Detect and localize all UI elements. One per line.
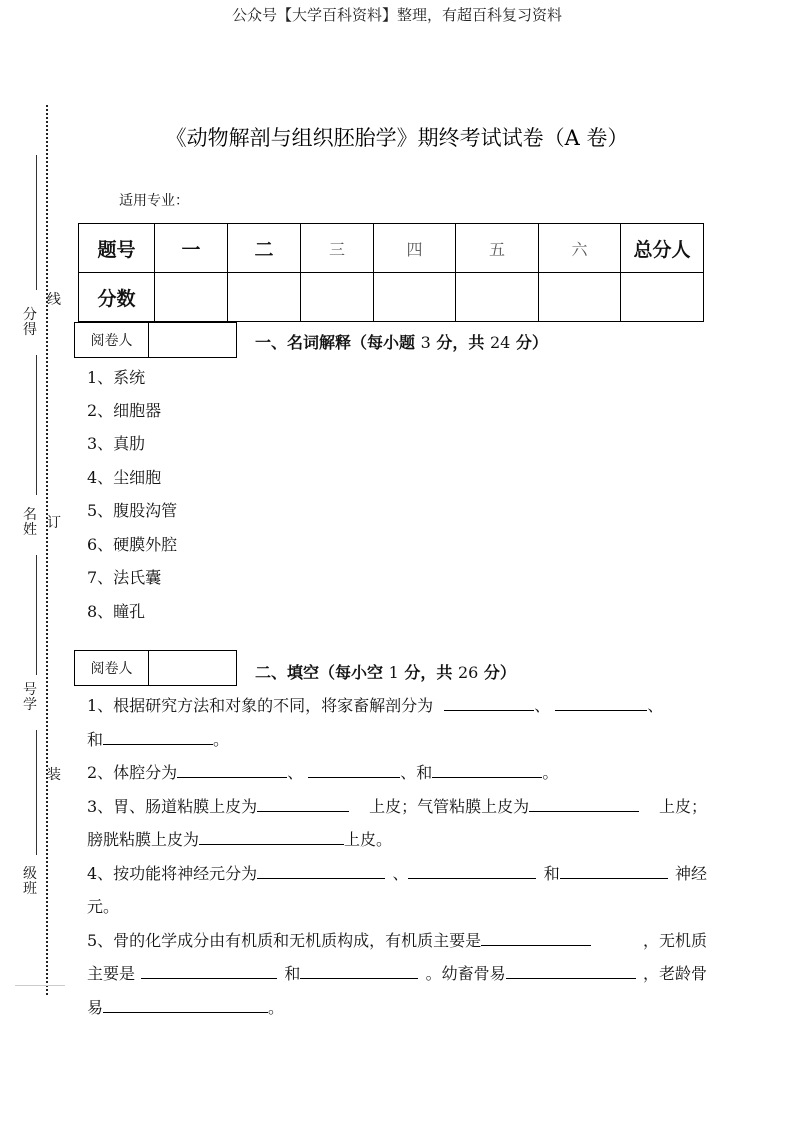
answer-blank[interactable] xyxy=(257,862,385,879)
term-item: 8、瞳孔 xyxy=(87,602,146,621)
margin-rule xyxy=(36,730,37,855)
binding-dotted-line xyxy=(46,105,48,995)
conjunction: 和 xyxy=(543,864,560,883)
answer-blank[interactable] xyxy=(308,761,400,778)
answer-blank[interactable] xyxy=(408,862,536,879)
question-5-text-f: 易 xyxy=(87,998,104,1017)
answer-blank[interactable] xyxy=(560,862,668,879)
question-number-header: 题号 xyxy=(79,224,155,273)
question-1-text: 1、根据研究方法和对象的不同，将家畜解剖分为 xyxy=(87,696,434,715)
answer-blank[interactable] xyxy=(529,795,639,812)
margin-score-label: 分得 xyxy=(23,307,37,338)
separator: 、 xyxy=(534,696,551,715)
question-col-4: 四 xyxy=(374,224,456,273)
margin-bottom-rule xyxy=(15,985,65,986)
section1-heading-mid: 分，共 xyxy=(436,333,485,352)
score-cell-4[interactable] xyxy=(374,273,456,322)
score-table-header-row xyxy=(79,224,704,273)
grader-signature-cell[interactable] xyxy=(149,651,236,685)
question-col-1: 一 xyxy=(155,224,228,273)
term-item: 5、腹股沟管 xyxy=(87,501,178,520)
term-item: 3、真肋 xyxy=(87,434,146,453)
section2-points-total: 26 xyxy=(457,663,479,682)
term-item: 6、硬膜外腔 xyxy=(87,535,178,554)
question-2-text: 2、体腔分为 xyxy=(87,763,178,782)
score-cell-total[interactable] xyxy=(621,273,704,322)
question-5-text-b: ，无机质 xyxy=(642,931,707,950)
section2-heading-text: 二、填空（每小空 xyxy=(255,663,384,682)
question-5-line-3 xyxy=(87,995,707,1018)
question-col-2: 二 xyxy=(228,224,301,273)
question-5-text: 5、骨的化学成分由有机质和无机质构成，有机质主要是 xyxy=(87,931,482,950)
grader-label: 阅卷人 xyxy=(75,651,149,685)
grader-box-section2 xyxy=(74,650,237,686)
question-1-line-2 xyxy=(87,727,707,750)
score-row-header: 分数 xyxy=(79,273,155,322)
separator: 、 xyxy=(392,864,409,883)
question-3-line-2 xyxy=(87,827,707,850)
section1-points-each: 3 xyxy=(420,333,431,352)
section2-heading-mid: 分，共 xyxy=(404,663,453,682)
exam-title: 《动物解剖与组织胚胎学》期终考试试卷（A 卷） xyxy=(165,126,629,150)
question-5-text-d: 。幼畜骨易 xyxy=(425,964,506,983)
period: 。 xyxy=(542,763,559,782)
question-5-text-e: ，老龄骨 xyxy=(642,964,707,983)
answer-blank[interactable] xyxy=(177,761,287,778)
period: 。 xyxy=(268,998,285,1017)
separator: 、 xyxy=(287,763,304,782)
question-col-3: 三 xyxy=(301,224,374,273)
separator: 、 xyxy=(647,696,664,715)
margin-rule xyxy=(36,555,37,675)
answer-blank[interactable] xyxy=(444,694,534,711)
answer-blank[interactable] xyxy=(300,962,418,979)
question-4-text: 4、按功能将神经元分为 xyxy=(87,864,258,883)
conjunction: 和 xyxy=(87,730,104,749)
question-3-text-c: 上皮； xyxy=(658,797,707,816)
question-4-line-2 xyxy=(87,894,707,917)
margin-xian: 线 xyxy=(47,292,61,308)
question-3-text: 3、胃、肠道粘膜上皮为 xyxy=(87,797,258,816)
question-5-line-2 xyxy=(87,961,707,984)
answer-blank[interactable] xyxy=(103,728,213,745)
term-item: 2、细胞器 xyxy=(87,401,162,420)
answer-blank[interactable] xyxy=(103,996,268,1013)
section2-points-each: 1 xyxy=(388,663,399,682)
margin-name-label: 名姓 xyxy=(23,507,37,538)
term-item: 1、系统 xyxy=(87,368,146,387)
section2-heading xyxy=(255,660,516,683)
total-scorer-header: 总分人 xyxy=(621,224,704,273)
score-cell-3[interactable] xyxy=(301,273,374,322)
section1-points-total: 24 xyxy=(489,333,511,352)
margin-rule xyxy=(36,355,37,495)
score-cell-2[interactable] xyxy=(228,273,301,322)
section1-heading-end: 分） xyxy=(515,333,548,352)
term-item: 7、法氏囊 xyxy=(87,568,162,587)
question-col-6: 六 xyxy=(539,224,621,273)
question-4-line-1 xyxy=(87,861,707,884)
conjunction: 和 xyxy=(284,964,301,983)
major-label: 适用专业： xyxy=(119,193,189,209)
question-3-text-b: 上皮；气管粘膜上皮为 xyxy=(369,797,530,816)
grader-signature-cell[interactable] xyxy=(149,323,236,357)
section1-heading-text: 一、名词解释（每小题 xyxy=(255,333,416,352)
question-2-line xyxy=(87,760,707,783)
margin-ding: 订 xyxy=(47,515,61,531)
margin-rule xyxy=(36,155,37,290)
question-3-text-d: 膀胱粘膜上皮为 xyxy=(87,830,200,849)
question-3-line-1 xyxy=(87,794,707,817)
margin-id-label: 号学 xyxy=(23,682,37,713)
score-table xyxy=(78,223,704,322)
question-5-line-1 xyxy=(87,928,707,951)
question-1-line-1 xyxy=(87,693,707,716)
score-cell-6[interactable] xyxy=(539,273,621,322)
section1-heading xyxy=(255,330,548,353)
answer-blank[interactable] xyxy=(199,828,344,845)
question-5-text-c: 主要是 xyxy=(87,964,136,983)
question-4-text-c: 元。 xyxy=(87,897,120,916)
answer-blank[interactable] xyxy=(432,761,542,778)
answer-blank[interactable] xyxy=(141,962,277,979)
answer-blank[interactable] xyxy=(257,795,349,812)
period: 。 xyxy=(213,730,230,749)
score-cell-1[interactable] xyxy=(155,273,228,322)
margin-zhuang: 装 xyxy=(47,767,61,783)
margin-class-label: 级班 xyxy=(23,866,37,897)
grader-label: 阅卷人 xyxy=(75,323,149,357)
question-3-text-e: 上皮。 xyxy=(344,830,393,849)
score-cell-5[interactable] xyxy=(456,273,539,322)
question-col-5: 五 xyxy=(456,224,539,273)
section2-heading-end: 分） xyxy=(483,663,516,682)
answer-blank[interactable] xyxy=(481,929,591,946)
grader-box-section1 xyxy=(74,322,237,358)
term-item: 4、尘细胞 xyxy=(87,468,162,487)
question-4-text-b: 神经 xyxy=(674,864,707,883)
header-note: 公众号【大学百科资料】整理，有超百科复习资料 xyxy=(231,6,562,24)
score-table-score-row xyxy=(79,273,704,322)
answer-blank[interactable] xyxy=(506,962,636,979)
separator: 、和 xyxy=(400,763,433,782)
answer-blank[interactable] xyxy=(555,694,647,711)
